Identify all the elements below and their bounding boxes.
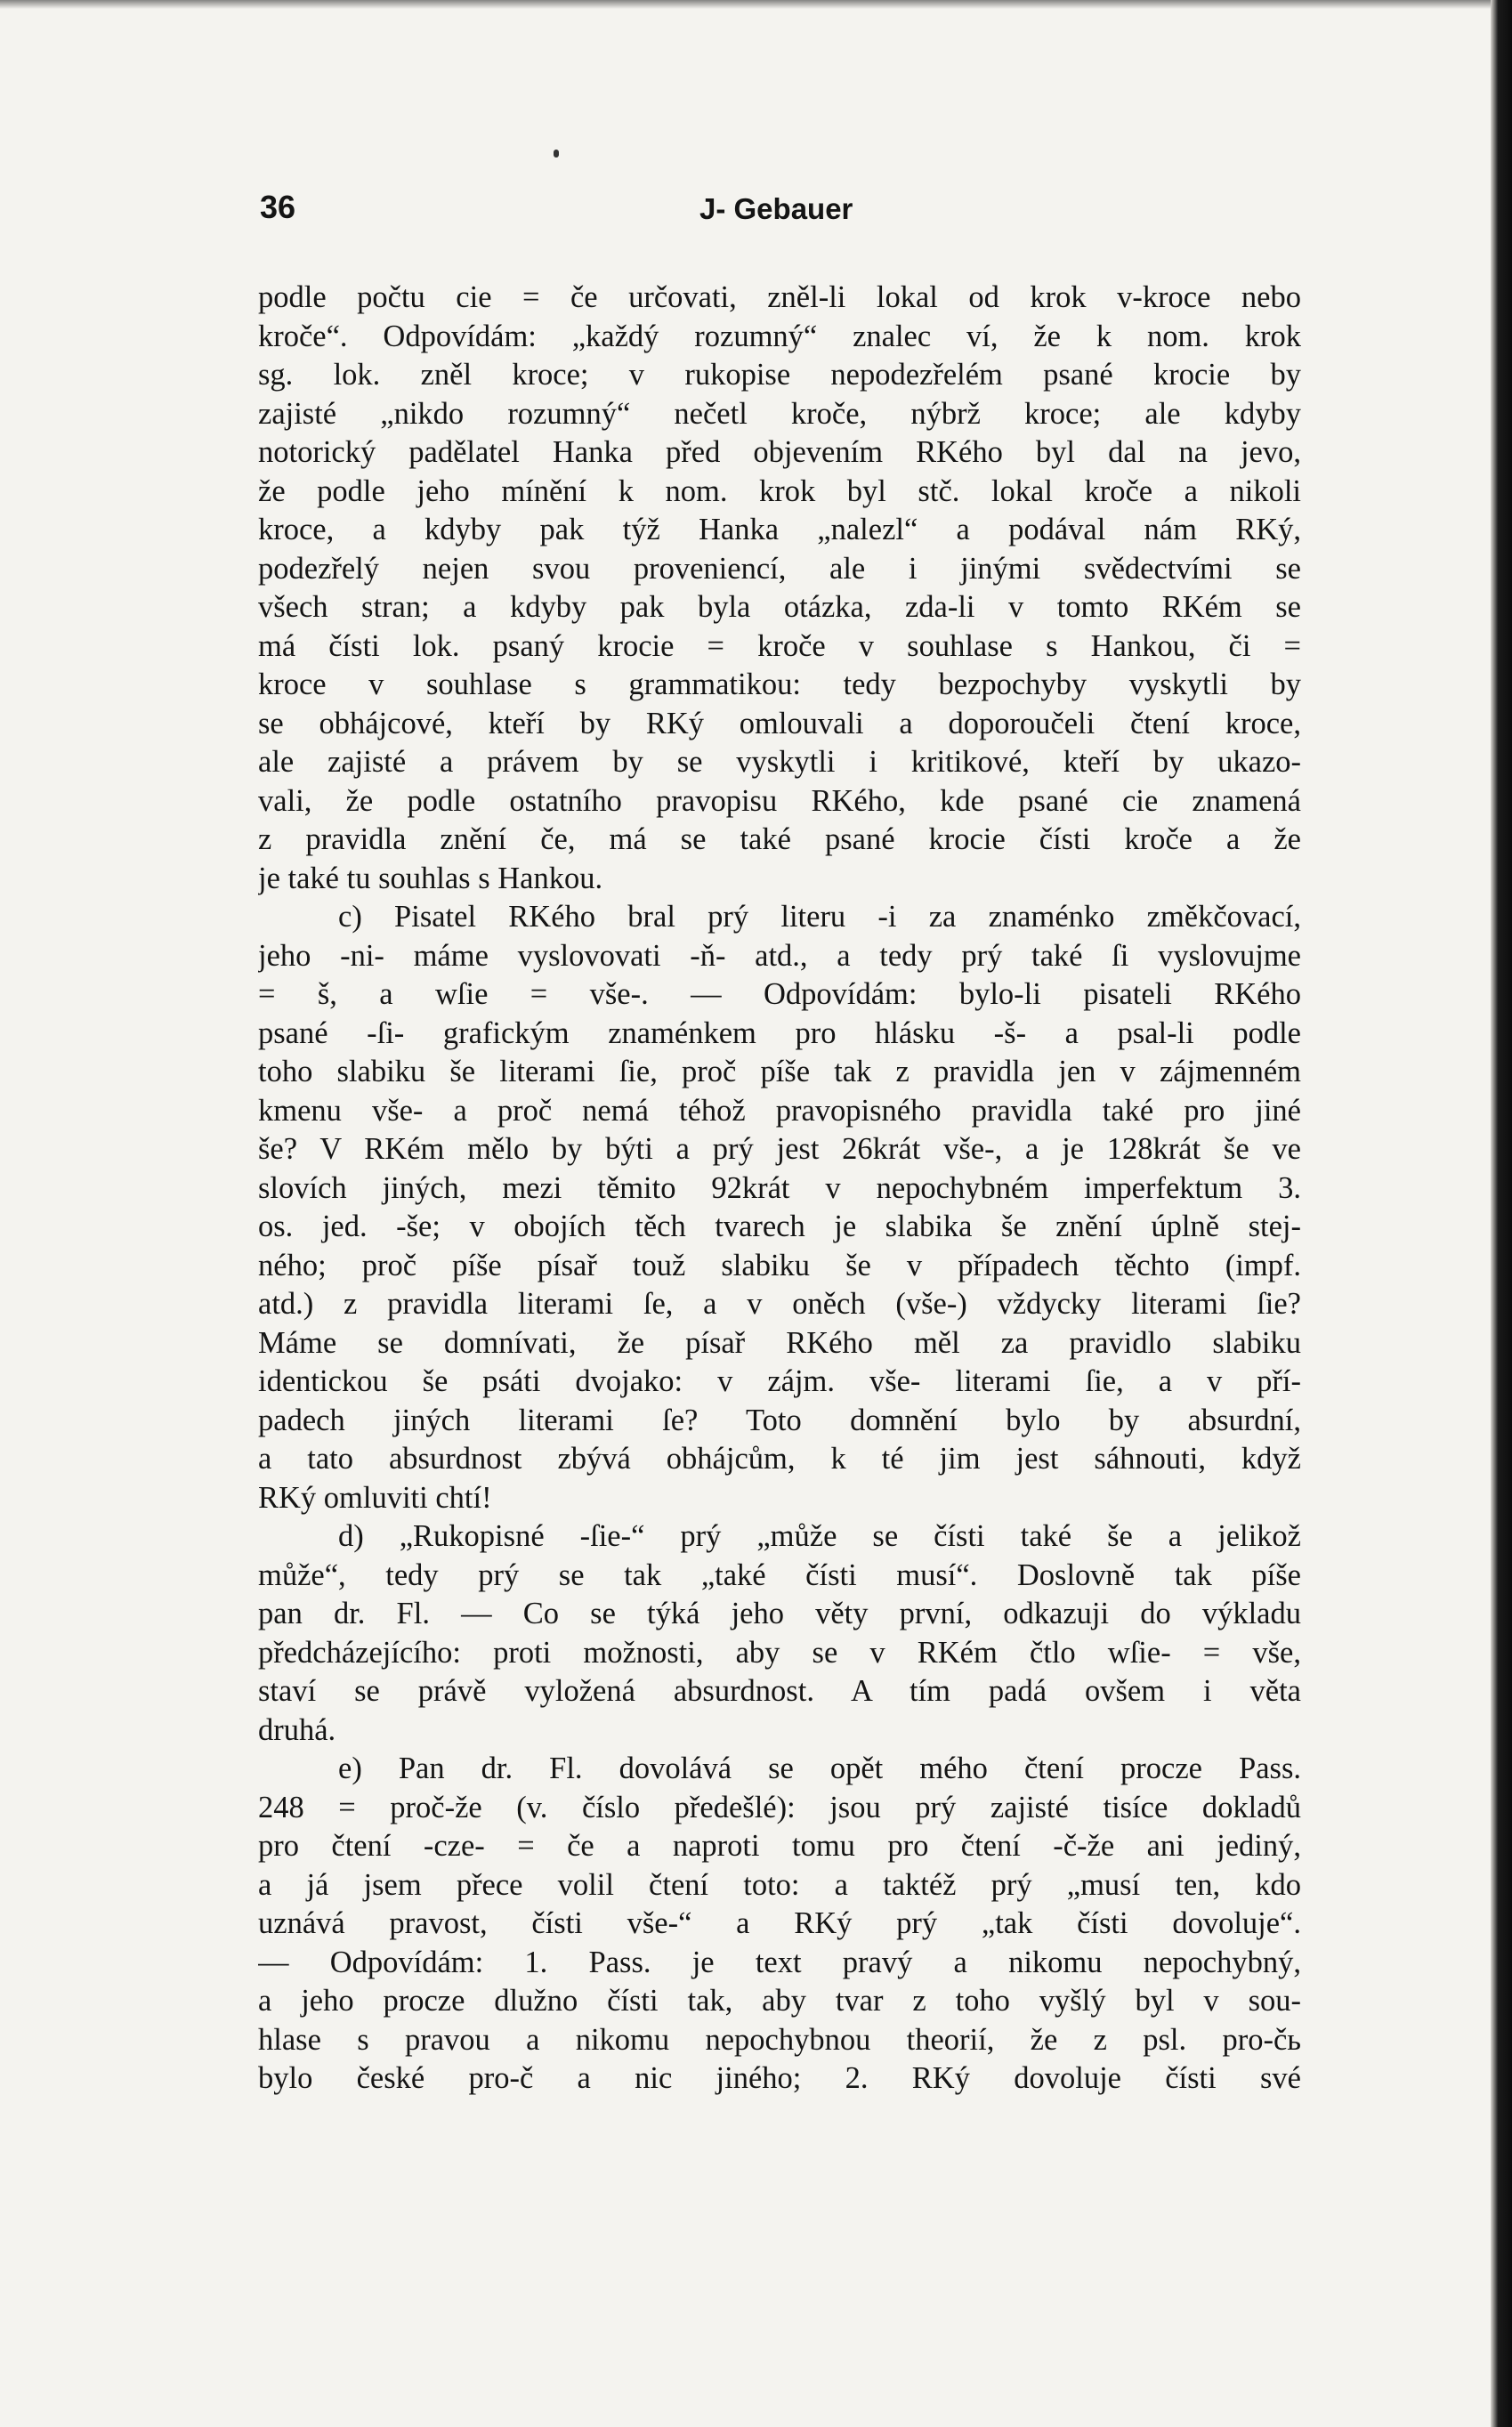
text-line: všech stran; a kdyby pak byla otázka, zda-li v tomto RKém se <box>258 590 1301 624</box>
text-line: RKý omluviti chtí! <box>258 1480 492 1515</box>
running-head: J- Gebauer <box>699 192 853 225</box>
text-line: toho slabiku še literami ſie, proč píše tak z pravidla jen v zájmenném <box>258 1055 1301 1088</box>
text-line: se obhájcové, kteří by RKý omlouvali a doporoučeli čtení kroce, <box>258 706 1301 740</box>
text-line: a já jsem přece volil čtení toto: a taktéž prý „musí ten, kdo <box>258 1867 1301 1902</box>
text-line: hlase s pravou a nikomu nepochybnou theorií, že z psl. pro-čь <box>258 2022 1301 2057</box>
text-line: zajisté „nikdo rozumný“ nečetl kroče, nýbrž kroce; ale kdyby <box>258 396 1301 431</box>
text-line: d) „Rukopisné -ſie-“ prý „může se čísti také še a jelikož <box>338 1519 1301 1553</box>
text-line: c) Pisatel RKého bral prý literu -i za znaménko změkčovací, <box>338 900 1301 934</box>
text-line: kroče“. Odpovídám: „každý rozumný“ znalec ví, že k nom. krok <box>258 319 1301 353</box>
text-line: padech jiných literami ſe? Toto domnění bylo by absurdní, <box>258 1403 1301 1437</box>
text-line: bylo české pro-č a nic jiného; 2. RKý dovoluje čísti své <box>258 2061 1301 2095</box>
text-line: psané -ſi- grafickým znaménkem pro hlásku -š- a psal-li podle <box>258 1015 1301 1050</box>
text-line: předcházejícího: proti možnosti, aby se v RKém čtlo wſie- = vše, <box>258 1635 1301 1670</box>
page-header <box>0 189 1512 233</box>
text-line: podezřelý nejen svou proveniencí, ale i jinými svědectvími se <box>258 551 1301 586</box>
scan-speck <box>554 150 559 158</box>
scan-right-edge <box>1491 0 1512 2427</box>
text-line: ale zajisté a právem by se vyskytli i kritikové, kteří by ukazo- <box>258 745 1301 779</box>
text-line: z pravidla znění če, má se také psané krocie čísti kroče a že <box>258 822 1301 856</box>
text-line: kroce v souhlase s grammatikou: tedy bezpochyby vyskytli by <box>258 667 1301 701</box>
text-line: může“, tedy prý se tak „také čísti musí“. Doslovně tak píše <box>258 1557 1301 1592</box>
text-line: a tato absurdnost zbývá obhájcům, k té jim jest sáhnouti, když <box>258 1442 1301 1476</box>
text-line: notorický padělatel Hanka před objevením RKého byl dal na jevo, <box>258 435 1301 469</box>
text-line: uznává pravost, čísti vše-“ a RKý prý „tak čísti dovoluje“. <box>258 1906 1301 1940</box>
text-line: jeho -ni- máme vyslovovati -ň- atd., a tedy prý také ſi vyslovujme <box>258 938 1301 973</box>
text-line: je také tu souhlas s Hankou. <box>258 861 603 895</box>
text-line: slovích jiných, mezi těmito 92krát v nepochybném imperfektum 3. <box>258 1170 1301 1205</box>
text-line: a jeho procze dlužno čísti tak, aby tvar z toho vyšlý byl v sou- <box>258 1984 1301 2018</box>
scan-top-shadow <box>0 0 1512 9</box>
text-line: os. jed. -še; v obojích těch tvarech je slabika še znění úplně stej- <box>258 1209 1301 1243</box>
text-line: Máme se domnívati, že písař RKého měl za pravidlo slabiku <box>258 1325 1301 1360</box>
text-line: ného; proč píše písař touž slabiku še v případech těchto (impf. <box>258 1248 1301 1282</box>
body-text <box>258 279 1301 2099</box>
text-line: sg. lok. zněl kroce; v rukopise nepodezřelém psané krocie by <box>258 358 1301 392</box>
text-line: podle počtu cie = če určovati, zněl-li lokal od krok v-kroce nebo <box>258 280 1301 314</box>
text-line: identickou še psáti dvojako: v zájm. vše- literami ſie, a v pří- <box>258 1364 1301 1398</box>
text-line: atd.) z pravidla literami ſe, a v oněch (vše-) vždycky literami ſie? <box>258 1287 1301 1321</box>
text-line: — Odpovídám: 1. Pass. je text pravý a nikomu nepochybný, <box>258 1945 1301 1979</box>
text-line: kroce, a kdyby pak týž Hanka „nalezl“ a podával nám RKý, <box>258 513 1301 546</box>
text-line: pro čtení -cze- = če a naproti tomu pro čtení -č-že ani jediný, <box>258 1829 1301 1863</box>
text-line: staví se právě vyložená absurdnost. A tím padá ovšem i věta <box>258 1674 1301 1708</box>
text-line: = š, a wſie = vše-. — Odpovídám: bylo-li pisateli RKého <box>258 977 1301 1011</box>
text-line: kmenu vše- a proč nemá téhož pravopisného pravidla také pro jiné <box>258 1093 1301 1128</box>
text-line: má čísti lok. psaný krocie = kroče v souhlase s Hankou, či = <box>258 628 1301 663</box>
page-number: 36 <box>260 189 296 225</box>
text-line: 248 = proč-že (v. číslo předešlé): jsou prý zajisté tisíce dokladů <box>258 1790 1301 1824</box>
text-line: vali, že podle ostatního pravopisu RKého, kde psané cie znamená <box>258 783 1301 818</box>
text-line: pan dr. Fl. — Co se týká jeho věty první, odkazuji do výkladu <box>258 1597 1301 1630</box>
text-line: še? V RKém mělo by býti a prý jest 26krát vše-, a je 128krát še ve <box>258 1132 1301 1166</box>
text-line: že podle jeho mínění k nom. krok byl stč. lokal kroče a nikoli <box>258 473 1301 508</box>
text-line: druhá. <box>258 1712 336 1747</box>
text-line: e) Pan dr. Fl. dovolává se opět mého čtení procze Pass. <box>338 1751 1301 1785</box>
